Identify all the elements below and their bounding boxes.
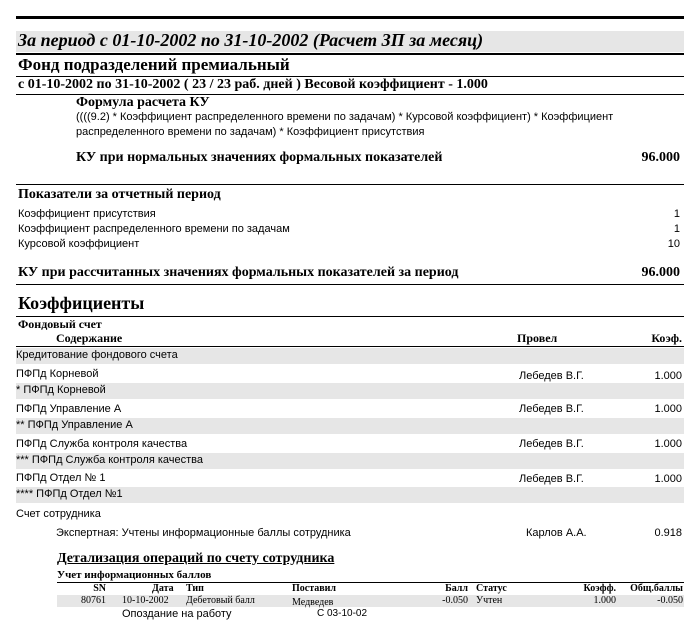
coef-row-value: 1.000	[654, 438, 682, 450]
coefficients-heading: Коэффициенты	[18, 293, 145, 313]
coef-row-value: 1.000	[654, 403, 682, 415]
detail-row-note-date: С 03-10-02	[317, 608, 368, 619]
expert-person: Карлов А.А.	[526, 527, 587, 539]
indicators-rule	[16, 184, 684, 185]
coef-row-name: ПФПд Служба контроля качества	[16, 438, 188, 450]
credit-label: Кредитование фондового счета	[16, 349, 178, 361]
indicator-label: Курсовой коэффициент	[18, 238, 140, 250]
coef-header-rule	[16, 346, 684, 347]
coef-row-name: ПФПд Отдел № 1	[16, 472, 106, 484]
col-content: Содержание	[56, 331, 123, 345]
detail-row-type: Дебетовый балл	[186, 595, 255, 606]
indicators-heading: Показатели за отчетный период	[18, 187, 221, 202]
detail-col-total: Общ.баллы	[630, 583, 683, 594]
coef-row-person: Лебедев В.Г.	[519, 370, 584, 382]
indicator-label: Коэффициент присутствия	[18, 208, 156, 220]
coef-row-name: ПФПд Управление А	[16, 403, 122, 415]
coef-row-sub: * ПФПд Корневой	[16, 384, 106, 396]
col-posted: Провел	[517, 331, 558, 345]
coef-row-name: ПФПд Корневой	[16, 368, 99, 380]
coef-row-sub: *** ПФПд Служба контроля качества	[16, 454, 203, 466]
expert-label: Экспертная: Учтены информационные баллы сотрудника	[56, 527, 351, 539]
coef-row-value: 1.000	[654, 370, 682, 382]
detail-row-note: Опоздание на работу	[122, 608, 232, 620]
detail-subheading: Учет информационных баллов	[57, 569, 212, 581]
fund-account-label: Фондовый счет	[18, 317, 102, 331]
coef-row-sub: **** ПФПд Отдел №1	[16, 488, 123, 500]
detail-row-status: Учтен	[476, 595, 503, 606]
coef-row-sub-band	[16, 383, 684, 399]
detail-col-supplier: Поставил	[292, 583, 337, 594]
coef-row-person: Лебедев В.Г.	[519, 438, 584, 450]
coef-row-person: Лебедев В.Г.	[519, 473, 584, 485]
col-coef: Коэф.	[651, 331, 682, 345]
indicator-value: 10	[667, 238, 680, 250]
detail-heading: Детализация операций по счету сотрудника	[57, 551, 335, 566]
top-rule	[16, 16, 684, 19]
indicator-value: 1	[673, 208, 680, 220]
detail-col-status: Статус	[476, 583, 507, 594]
coef-row-person: Лебедев В.Г.	[519, 403, 584, 415]
normal-ku-label: КУ при нормальных значениях формальных показателей	[76, 150, 443, 165]
coef-row-value: 1.000	[654, 473, 682, 485]
indicator-label: Коэффициент распределенного времени по задачам	[18, 223, 290, 235]
formula-heading: Формула расчета КУ	[76, 95, 210, 110]
detail-row-sn: 80761	[81, 595, 106, 606]
fund-title: Фонд подразделений премиальный	[18, 55, 290, 74]
period-title: За период с 01-10-2002 по 31-10-2002 (Расчет ЗП за месяц)	[18, 30, 484, 50]
normal-ku-value: 96.000	[641, 150, 680, 165]
formula-line-2: распределенного времени по задачам) * Коэффициент присутствия	[76, 126, 425, 138]
calc-ku-label: КУ при рассчитанных значениях формальных показателей за период	[18, 265, 459, 280]
detail-col-type: Тип	[186, 583, 204, 594]
employee-account-label: Счет сотрудника	[16, 508, 101, 520]
coefficients-rule	[16, 316, 684, 317]
detail-row-score: -0.050	[442, 595, 468, 606]
detail-row-coef: 1.000	[593, 595, 616, 606]
detail-row-total: -0.050	[657, 595, 683, 606]
calc-ku-rule	[16, 284, 684, 285]
indicator-value: 1	[673, 223, 680, 235]
period-line: с 01-10-2002 по 31-10-2002 ( 23 / 23 раб. дней ) Весовой коэффициент - 1.000	[18, 77, 488, 92]
detail-col-score: Балл	[445, 583, 468, 594]
formula-line-1: ((((9.2) * Коэффициент распределенного времени по задачам) * Курсовой коэффициент) * Коэффициент	[76, 111, 614, 123]
detail-col-coef: Коэфф.	[583, 583, 616, 594]
detail-row-supplier: Медведев	[292, 597, 334, 608]
calc-ku-value: 96.000	[641, 265, 680, 280]
coef-row-sub: ** ПФПд Управление А	[16, 419, 133, 431]
detail-row-date: 10-10-2002	[122, 595, 169, 606]
detail-col-sn: SN	[93, 583, 106, 594]
detail-col-date: Дата	[152, 583, 174, 594]
expert-value: 0.918	[654, 527, 682, 539]
